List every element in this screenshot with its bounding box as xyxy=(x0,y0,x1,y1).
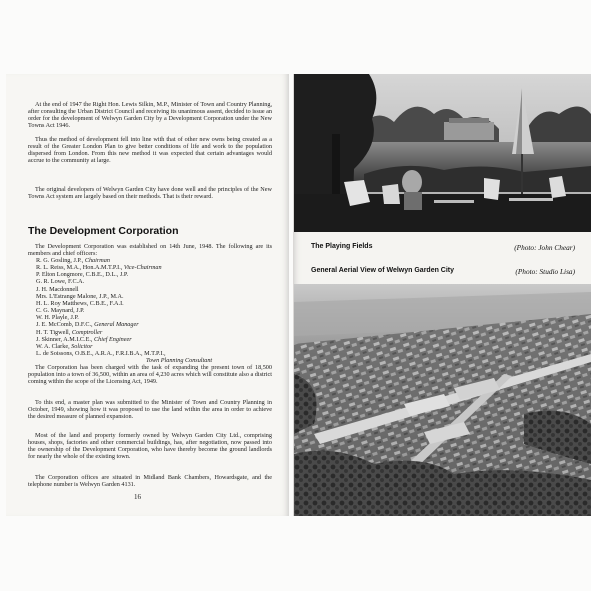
officer-name: J. Skinner, A.M.I.C.E., xyxy=(36,335,95,343)
paragraph-task: The Corporation has been charged with the task of expanding the present town of 18,500 population into a town of 36,500, within an area of 4,230 acres which will constitute also a district coming within the scope of the Licensing Act, 1949. xyxy=(28,364,272,386)
caption-aerial-view xyxy=(311,267,575,274)
officer-entry xyxy=(36,286,272,293)
paragraph-order: At the end of 1947 the Right Hon. Lewis Silkin, M.P., Minister of Town and Country Planning, after consulting the Urban District Council and receiving its unanimous assent, decided to issue an order for the development of Welwyn Garden City by a Development Corporation under the New Towns Act 1946. xyxy=(28,101,272,130)
officer-entry xyxy=(36,314,272,321)
officer-name: W. A. Clarke, xyxy=(36,342,72,350)
paragraph-established: The Development Corporation was established on 14th June, 1948. The following are its members and chief officers: xyxy=(28,243,272,258)
playing-fields-photo xyxy=(294,74,591,232)
officer-name: L. de Soissons, O.B.E., A.R.A., F.R.I.B.A., M.T.P.I., xyxy=(36,350,166,358)
officer-name: R. L. Reiss, M.A., Hon.A.M.T.P.I., xyxy=(36,264,124,272)
officer-entry xyxy=(36,257,272,264)
caption-playing-fields-title: The Playing Fields xyxy=(311,243,373,250)
officer-role: Vice-Chairman xyxy=(123,264,162,272)
officer-entry xyxy=(36,329,272,336)
officer-name: R. G. Gosling, J.P., xyxy=(36,257,85,264)
photo-credit-john-chear: (Photo: John Chear) xyxy=(514,243,575,252)
paragraph-master-plan: To this end, a master plan was submitted to the Minister of Town and Country Planning in October, 1949, showing how it was proposed to use the land within the area in order to achieve the desired measure of planned expansion. xyxy=(28,399,272,421)
officer-entry xyxy=(36,343,272,350)
officer-name: G. R. Lowe, F.C.A. xyxy=(36,278,85,286)
officer-role: General Manager xyxy=(94,321,139,329)
officer-entry xyxy=(36,264,272,271)
paragraph-reward: The original developers of Welwyn Garden City have done well and the principles of the New Towns Act system are largely based on their methods. That is their reward. xyxy=(28,186,272,201)
officer-entry xyxy=(36,300,272,307)
officer-role: Comptroller xyxy=(71,328,103,336)
officer-entry xyxy=(36,336,272,343)
officer-role: Chief Engineer xyxy=(94,335,132,343)
section-heading: The Development Corporation xyxy=(28,225,179,237)
officer-role: Solicitor xyxy=(71,342,93,350)
officer-list xyxy=(36,257,272,364)
officer-name: H. L. Roy Matthews, C.B.E., F.A.I. xyxy=(36,299,124,307)
caption-playing-fields xyxy=(311,243,575,250)
officer-entry xyxy=(36,293,272,300)
officer-entry xyxy=(36,271,272,278)
page-number: 16 xyxy=(134,493,141,501)
aerial-view-photo xyxy=(294,284,591,516)
officer-entry xyxy=(36,350,272,357)
officer-name: C. G. Maynard, J.P. xyxy=(36,307,85,315)
paragraph-land: Most of the land and property formerly owned by Welwyn Garden City Ltd., comprising houses, shops, factories and other commercial buildings, has, after negotiation, now passed into the ownership of the Development Corporation, who have thereby become the ground landlords for nearly the whole of the existing town. xyxy=(28,432,272,461)
officer-entry xyxy=(36,321,272,328)
officer-entry xyxy=(36,307,272,314)
paragraph-method: Thus the method of development fell into line with that of other new owns being created as a result of the Greater London Plan to give better conditions of life and work to the population dispersed from London. From this new method it was expected that certain advantages would accrue to the community at large. xyxy=(28,136,272,165)
officer-role: Chairman xyxy=(84,257,110,264)
officer-entry xyxy=(36,278,272,285)
paragraph-offices: The Corporation offices are situated in Midland Bank Chambers, Howardsgate, and the telephone number is Welwyn Garden 4131. xyxy=(28,474,272,489)
caption-aerial-view-title: General Aerial View of Welwyn Garden City xyxy=(311,267,455,274)
consultant-role: Town Planning Consultant xyxy=(146,357,213,365)
photo-credit-studio-lisa: (Photo: Studio Lisa) xyxy=(515,267,575,276)
officer-name: J. E. McComb, D.F.C., xyxy=(36,321,95,329)
officer-name: J. H. Macdonnell xyxy=(36,285,79,293)
officer-name: H. T. Tigwell, xyxy=(36,328,72,336)
officer-name: W. H. Playle, J.P. xyxy=(36,314,79,322)
officer-name: Mrs. L'Estrange Malone, J.P., M.A. xyxy=(36,292,124,300)
officer-name: P. Elton Longmore, C.B.E., D.L., J.P. xyxy=(36,271,129,279)
